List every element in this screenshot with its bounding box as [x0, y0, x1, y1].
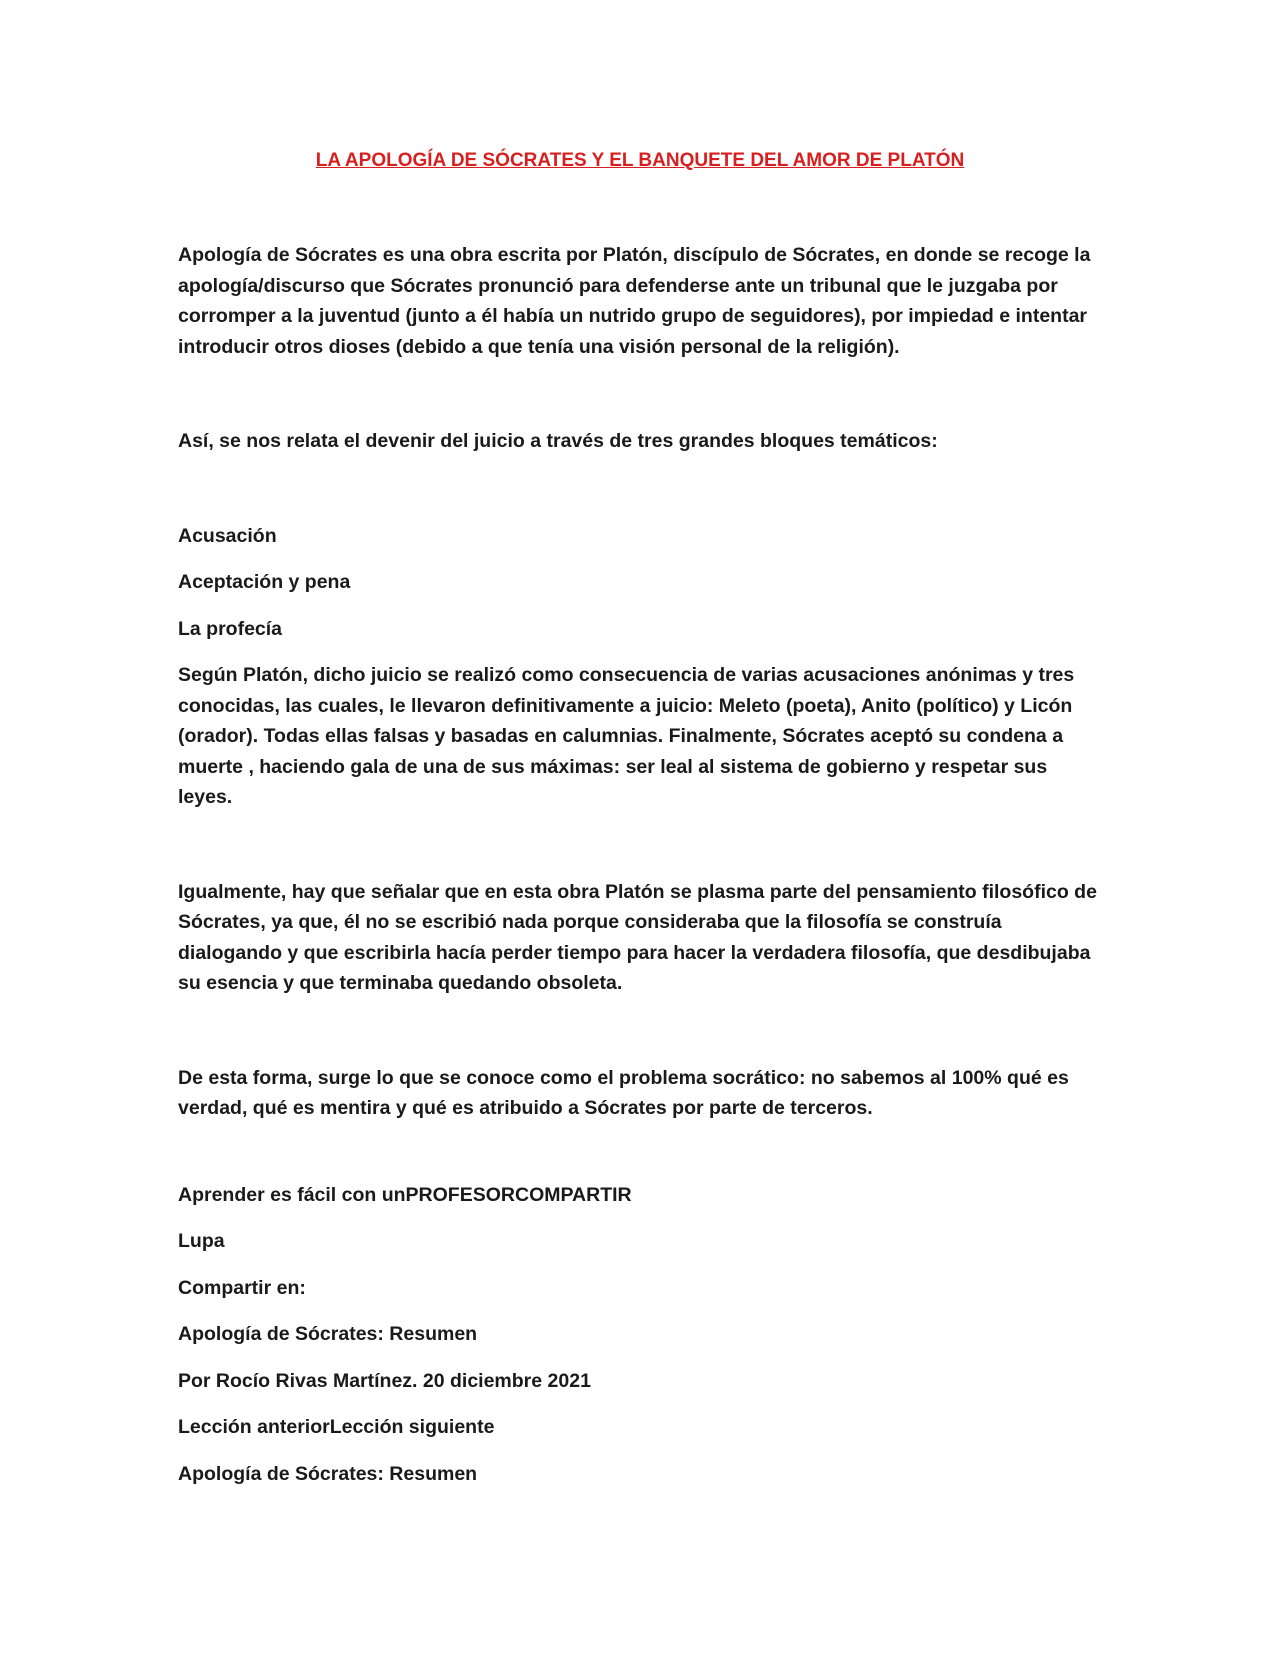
spacer [178, 362, 1103, 426]
list-item-aceptacion: Aceptación y pena [178, 571, 351, 593]
text-resumen-footer: Apología de Sócrates: Resumen [178, 1462, 478, 1485]
spacer [178, 1124, 1103, 1180]
document-body [178, 240, 1103, 1489]
spacer [178, 598, 1103, 614]
text-lecciones: Lección anteriorLección siguiente [178, 1416, 495, 1438]
text-author-date: Por Rocío Rivas Martínez. 20 diciembre 2021 [178, 1369, 591, 1392]
document-title: LA APOLOGÍA DE SÓCRATES Y EL BANQUETE DEL AMOR DE PLATÓN [315, 150, 965, 171]
spacer [178, 1396, 1103, 1412]
spacer [178, 457, 1103, 521]
paragraph-igualmente: Igualmente, hay que señalar que en esta obra Platón se plasma parte del pensamiento filosófico de Sócrates, ya que, él no se escribió nada porque consideraba que la filosofía se construía dialogando y que escribirla hacía perder tiempo para hacer la verdadera filosofía, que desdibujaba su esencia y que terminaba quedando obsoleta. [178, 880, 1097, 994]
list-item-acusacion: Acusación [178, 524, 277, 547]
paragraph-de-esta-forma: De esta forma, surge lo que se conoce como el problema socrático: no sabemos al 100% qué es verdad, qué es mentira y qué es atribuido a Sócrates por parte de terceros. [178, 1066, 1069, 1119]
spacer [178, 813, 1103, 877]
spacer [178, 1210, 1103, 1226]
spacer [178, 644, 1103, 660]
spacer [178, 551, 1103, 567]
text-lupa: Lupa [178, 1230, 225, 1252]
spacer [178, 1257, 1103, 1273]
text-compartir: Compartir en: [178, 1276, 306, 1299]
paragraph-intro: Apología de Sócrates es una obra escrita por Platón, discípulo de Sócrates, en donde se recoge la apología/discurso que Sócrates pronunció para defenderse ante un tribunal que le juzgaba por corromper a la juventud (junto a él había un nutrido grupo de seguidores), por impiedad e intentar introducir otros dioses (debido a que tenía una visión personal de la religión). [178, 244, 1091, 358]
text-resumen-heading: Apología de Sócrates: Resumen [178, 1323, 478, 1345]
spacer [178, 1443, 1103, 1459]
list-item-profecia: La profecía [178, 617, 283, 640]
spacer [178, 1350, 1103, 1366]
paragraph-asi: Así, se nos relata el devenir del juicio a través de tres grandes bloques temáticos: [178, 430, 938, 452]
paragraph-segun: Según Platón, dicho juicio se realizó como consecuencia de varias acusaciones anónimas y tres conocidas, las cuales, le llevaron definitivamente a juicio: Meleto (poeta), Anito (político) y Licón (orador). Todas ellas falsas y basadas en calumnias. Finalmente, Sócrates aceptó su condena a muerte , haciendo gala de una de sus máximas: ser leal al sistema de gobierno y respetar sus leyes. [178, 664, 1075, 808]
text-aprender: Aprender es fácil con unPROFESORCOMPARTIR [178, 1183, 632, 1206]
spacer [178, 999, 1103, 1063]
spacer [178, 1303, 1103, 1319]
